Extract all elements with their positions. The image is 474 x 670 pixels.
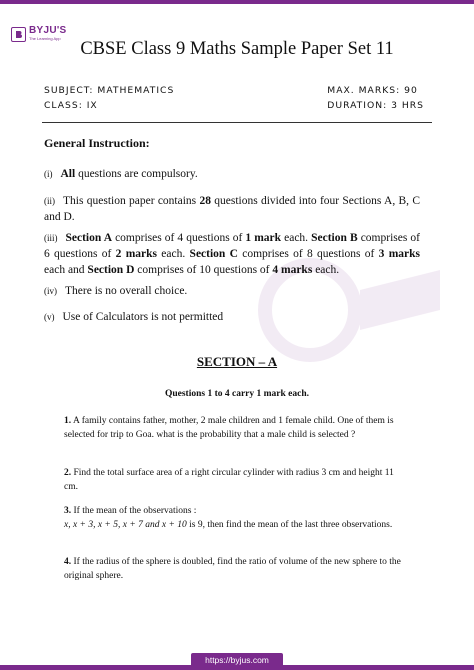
instruction-item: (iii) Section A comprises of 4 questions of 1 mark each. Section B comprises of 6 questions of 2 marks each. Section C comprises of 8 questions of 3 marks each and Section D comprises of 10 questions of 4 marks each. [44, 232, 421, 276]
logo-tagline: The Learning App [29, 36, 61, 41]
header-divider [42, 122, 432, 123]
instruction-item: (i) All questions are compulsory. [44, 168, 198, 180]
subject-label: SUBJECT: MATHEMATICS [44, 85, 175, 96]
duration-label: DURATION: 3 HRS [327, 100, 424, 111]
general-instruction-heading: General Instruction: [44, 136, 150, 150]
max-marks-label: MAX. MARKS: 90 [327, 85, 418, 96]
meta-left [44, 83, 174, 113]
bottom-accent-bar [0, 665, 474, 670]
logo-name: BYJU'S [29, 25, 67, 36]
instruction-item: (ii) This question paper contains 28 questions divided into four Sections A, B, C and D. [44, 195, 420, 223]
footer-link[interactable]: https://byjus.com [191, 653, 283, 667]
section-subheading: Questions 1 to 4 carry 1 mark each. [164, 389, 310, 399]
instruction-item: (v) Use of Calculators is not permitted [44, 311, 224, 323]
class-label: CLASS: IX [44, 100, 98, 111]
page-title: CBSE Class 9 Maths Sample Paper Set 11 [80, 39, 394, 59]
meta-right [327, 83, 424, 113]
question-item: 4. If the radius of the sphere is doubled, find the ratio of volume of the new sphere to the original sphere. [64, 557, 401, 581]
question-item: 2. Find the total surface area of a right circular cylinder with radius 3 cm and height 11 cm. [64, 468, 394, 492]
question-item: 3. If the mean of the observations : x, x + 3, x + 5, x + 7 and x + 10 is 9, then find the mean of the last three observations. [64, 506, 393, 530]
instruction-item: (iv) There is no overall choice. [44, 285, 188, 297]
section-heading: SECTION – A [196, 354, 278, 369]
question-item: 1. A family contains father, mother, 2 male children and 1 female child. One of them is selected for trip to Goa. what is the probability that a male child is selected ? [64, 416, 394, 440]
top-accent-bar [0, 0, 474, 4]
